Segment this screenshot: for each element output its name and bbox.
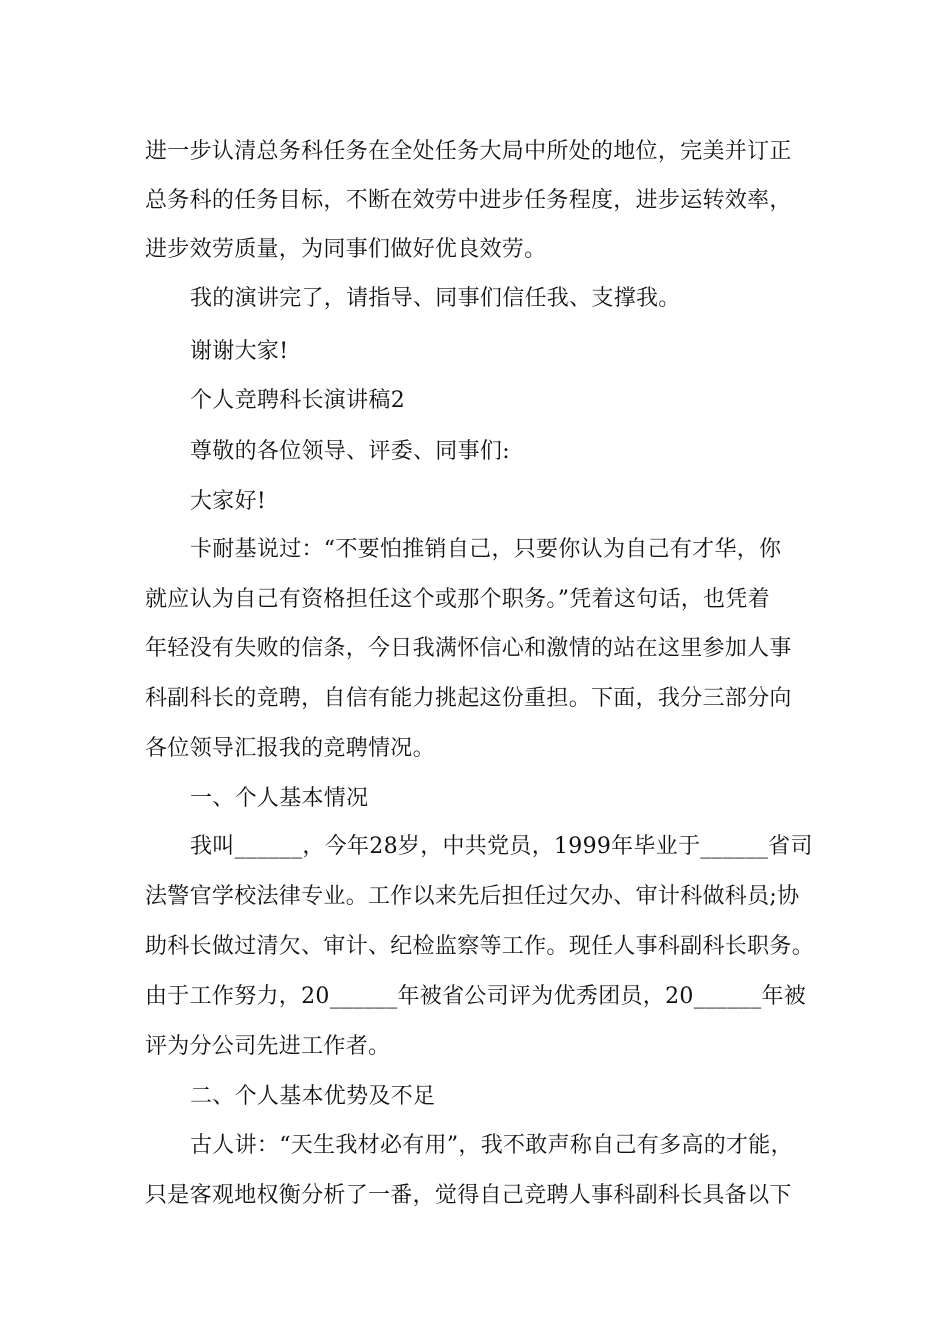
text-line: 进步效劳质量，为同事们做好优良效劳。 — [145, 237, 547, 262]
text-line: 评为分公司先进工作者。 — [145, 1034, 391, 1059]
text-line: 各位领导汇报我的竞聘情况。 — [145, 736, 435, 761]
section-heading: 一、个人基本情况 — [190, 786, 369, 811]
text-line: 进一步认清总务科任务在全处任务大局中所处的地位，完美并订正 — [145, 139, 792, 164]
greeting: 大家好! — [190, 489, 267, 514]
text-line: 年轻没有失败的信条，今日我满怀信心和激情的站在这里参加人事 — [145, 636, 792, 661]
text-line: 总务科的任务目标，不断在效劳中进步任务程度，进步运转效率， — [145, 188, 792, 213]
section-title: 个人竞聘科长演讲稿2 — [190, 388, 405, 413]
text-line: 法警官学校法律专业。工作以来先后担任过欠办、审计科做科员;协 — [145, 884, 800, 909]
text-line: 我的演讲完了，请指导、同事们信任我、支撑我。 — [190, 286, 681, 311]
text-line: 我叫______，今年28岁，中共党员，1999年毕业于______省司 — [190, 834, 813, 859]
text-line: 古人讲：“天生我材必有用”，我不敢声称自己有多高的才能， — [190, 1133, 793, 1158]
text-line: 由于工作努力，20______年被省公司评为优秀团员，20______年被 — [145, 984, 807, 1009]
section-heading: 二、个人基本优势及不足 — [190, 1084, 436, 1109]
text-line: 只是客观地权衡分析了一番，觉得自己竞聘人事科副科长具备以下 — [145, 1183, 792, 1208]
text-line: 谢谢大家! — [190, 339, 289, 364]
salutation: 尊敬的各位领导、评委、同事们: — [190, 439, 510, 464]
text-line: 就应认为自己有资格担任这个或那个职务。”凭着这句话，也凭着 — [145, 587, 770, 612]
text-line: 助科长做过清欠、审计、纪检监察等工作。现任人事科副科长职务。 — [145, 934, 815, 959]
text-line: 科副科长的竞聘，自信有能力挑起这份重担。下面，我分三部分向 — [145, 686, 792, 711]
text-line: 卡耐基说过：“不要怕推销自己，只要你认为自己有才华，你 — [190, 537, 782, 562]
